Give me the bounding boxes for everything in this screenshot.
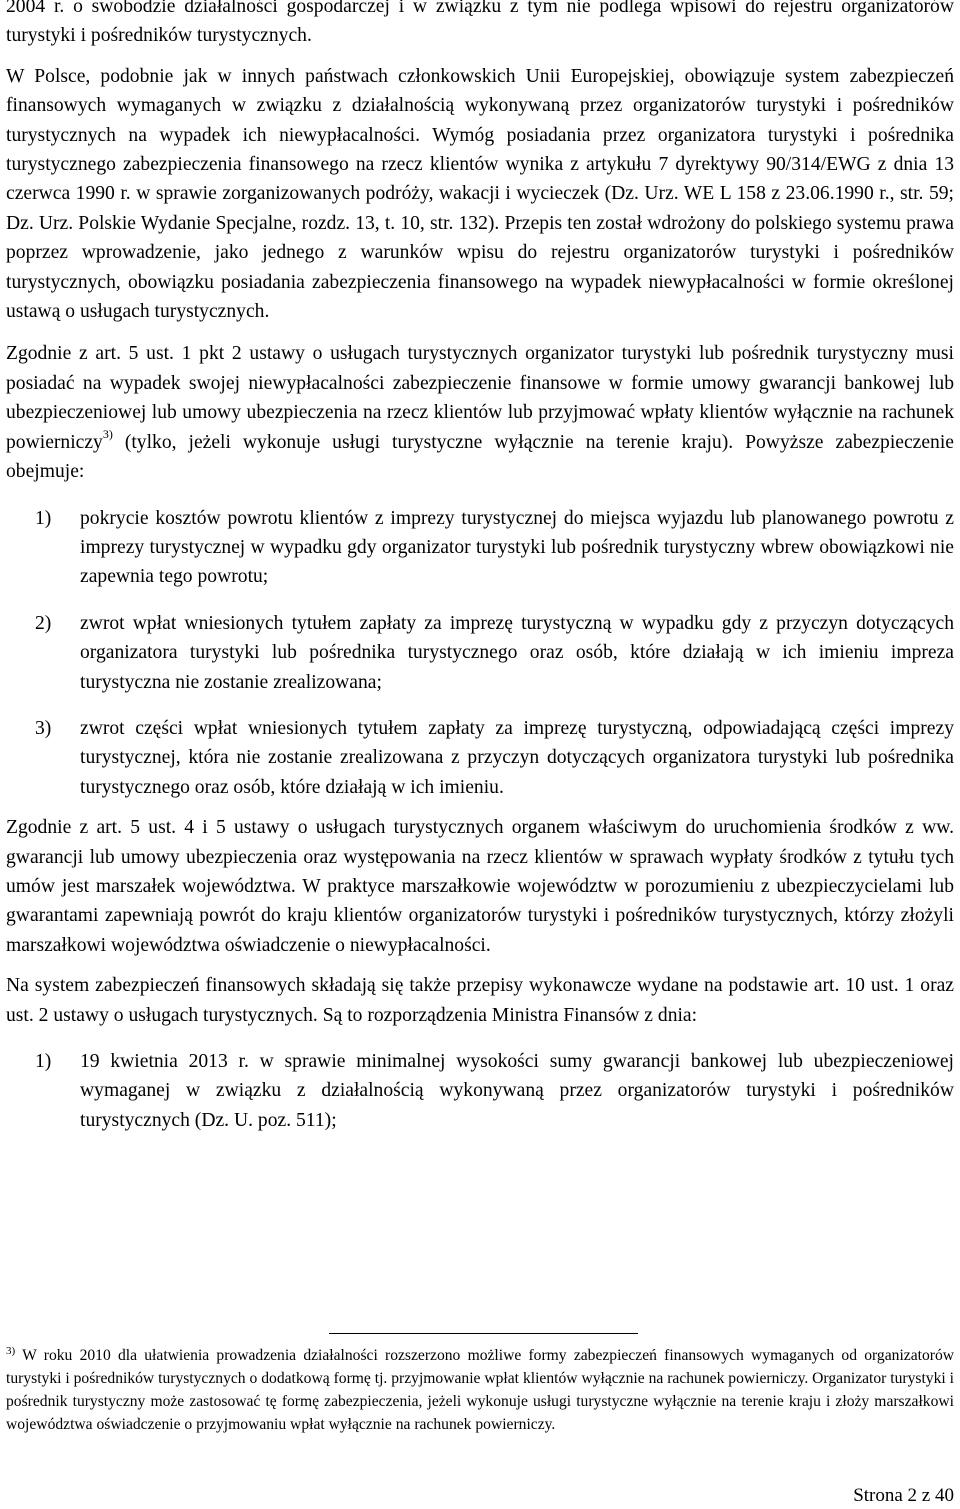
document-page — [6, 0, 954, 1509]
paragraph-executive-regulations: Na system zabezpieczeń finansowych składają się także przepisy wykonawcze wydane na podstawie art. 10 ust. 1 oraz ust. 2 ustawy o usługach turystycznych. Są to rozporządzenia Ministra Finansów z dnia: — [6, 975, 954, 1026]
list-item-number: 1) — [35, 1051, 52, 1072]
list-item-number: 3) — [35, 717, 52, 739]
paragraph-art5-ust4-5: Zgodnie z art. 5 ust. 4 i 5 ustawy o usługach turystycznych organem właściwym do uruchomienia środków z ww. gwarancji lub umowy ubezpieczenia oraz występowania na rzecz klientów w sprawach wypłaty środków z tytułu tych umów jest marszałek województwa. W praktyce marszałkowie województw w porozumieniu z ubezpieczycielami lub gwarantami zapewniają powrót do kraju klientów organizatorów turystyki i pośredników turystycznych, którzy złożyli marszałkowi województwa oświadczenie o niewypłacalności. — [6, 817, 954, 956]
list-item-number: 1) — [35, 507, 52, 529]
list-item-text: zwrot części wpłat wniesionych tytułem zapłaty za imprezę turystyczną, odpowiadającą części imprezy turystycznej, która nie zostanie zrealizowana z przyczyn dotyczących organizatora turystyki lub pośrednika turystycznego oraz osób, które działają w ich imieniu. — [80, 717, 954, 798]
list-item-number: 2) — [35, 612, 52, 634]
footnote-3 — [6, 1344, 954, 1436]
regulations-list — [6, 1047, 954, 1135]
coverage-list — [6, 504, 954, 803]
footnote-separator — [329, 1333, 638, 1334]
main-text — [6, 0, 954, 1135]
list-item — [6, 1047, 954, 1135]
footnote-text: W roku 2010 dla ułatwienia prowadzenia działalności rozszerzono możliwe formy zabezpieczeń finansowych wymaganych od organizatorów turystyki i pośredników turystycznych o dodatkową formę tj. przyjmowanie wpłat klientów wyłącznie na rachunek powierniczy. Organizator turystyki i pośrednik turystyczny może zastosować tę formę zabezpieczenia, jeżeli wykonuje usługi turystyczne wyłącznie na terenie kraju i złoży marszałkowi województwa oświadczenie o przyjmowaniu wpłat wyłącznie na rachunek powierniczy. — [6, 1347, 954, 1433]
paragraph-art5-pkt2 — [6, 339, 954, 486]
list-item-text: 19 kwietnia 2013 r. w sprawie minimalnej wysokości sumy gwarancji bankowej lub ubezpieczeniowej wymaganej w związku z działalnością wykonywaną przez organizatorów turystyki i pośredników turystycznych (Dz. U. poz. 511); — [80, 1051, 954, 1131]
page-number: Strona 2 z 40 — [853, 1485, 954, 1506]
paragraph-financial-security-system: W Polsce, podobnie jak w innych państwach członkowskich Unii Europejskiej, obowiązuje system zabezpieczeń finansowych wymaganych w związku z działalnością wykonywaną przez organizatorów turystyki i pośredników turystycznych na wypadek ich niewypłacalności. Wymóg posiadania przez organizatora turystyki i pośrednika turystycznego zabezpieczenia finansowego na rzecz klientów wynika z artykułu 7 dyrektywy 90/314/EWG z dnia 13 czerwca 1990 r. w sprawie zorganizowanych podróży, wakacji i wycieczek (Dz. Urz. WE L 158 z 23.06.1990 r., str. 59; Dz. Urz. Polskie Wydanie Specjalne, rozdz. 13, t. 10, str. 132). Przepis ten został wdrożony do polskiego systemu prawa poprzez wprowadzenie, jako jednego z warunków wpisu do rejestru organizatorów turystyki i pośredników turystycznych, obowiązku posiadania zabezpieczenia finansowego na wypadek niewypłacalności w formie określonej ustawą o usługach turystycznych. — [6, 65, 954, 323]
paragraph-continuation: 2004 r. o swobodzie działalności gospodarczej i w związku z tym nie podlega wpisowi do rejestru organizatorów turystyki i pośredników turystycznych. — [6, 0, 954, 47]
list-item — [6, 609, 954, 697]
paragraph-art5-pkt2-text-continued: (tylko, jeżeli wykonuje usługi turystyczne wyłącznie na terenie kraju). Powyższe zabezpieczenie obejmuje: — [6, 431, 954, 483]
footnote — [6, 1344, 954, 1436]
list-item — [6, 714, 954, 802]
paragraph-art5-pkt2-text: Zgodnie z art. 5 ust. 1 pkt 2 ustawy o usługach turystycznych organizator turystyki lub pośrednik turystyczny musi posiadać na wypadek swojej niewypłacalności zabezpieczenie finansowe w formie umowy gwarancji bankowej lub ubezpieczeniowej lub umowy ubezpieczenia na rzecz klientów lub przyjmować wpłaty klientów wyłącznie na rachunek powierniczy — [6, 343, 954, 453]
list-item-text: pokrycie kosztów powrotu klientów z imprezy turystycznej do miejsca wyjazdu lub planowanego powrotu z imprezy turystycznej w wypadku gdy organizator turystyki lub pośrednik turystyczny wbrew obowiązkowi nie zapewnia tego powrotu; — [80, 507, 954, 588]
footnote-marker: 3) — [6, 1344, 16, 1357]
footnote-reference-3[interactable]: 3) — [102, 427, 113, 442]
list-item — [6, 504, 954, 592]
list-item-text: zwrot wpłat wniesionych tytułem zapłaty za imprezę turystyczną w wypadku gdy z przyczyn dotyczących organizatora turystyki lub pośrednika turystycznego oraz osób, które działają w ich imieniu impreza turystyczna nie zostanie zrealizowana; — [80, 612, 954, 693]
